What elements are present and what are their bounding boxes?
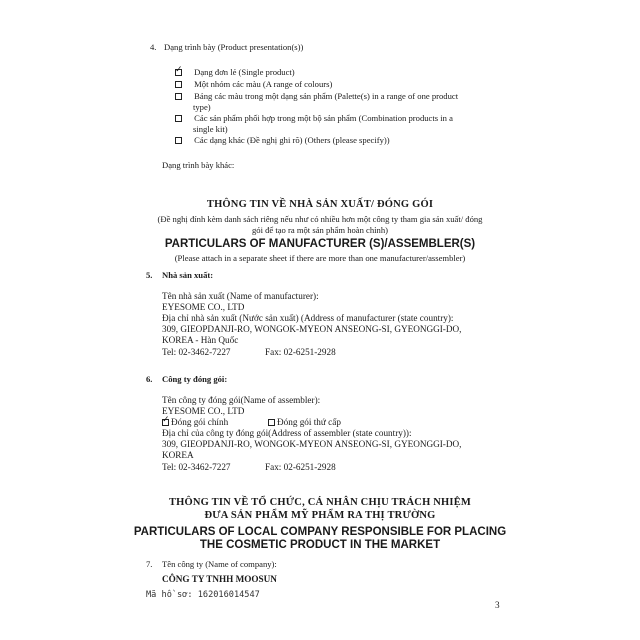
section-7-number: 7. <box>146 559 153 569</box>
assembler-option-main[interactable]: ✓Đóng gói chính <box>162 417 228 428</box>
manufacturer-address-line1: 309, GIEOPDANJI-RO, WONGOK-MYEON ANSEONG-SI, GYEONGGI-DO, <box>162 324 462 334</box>
section-4-title: Dạng trình bày (Product presentation(s)) <box>164 42 304 52</box>
assembler-name-value: EYESOME CO., LTD <box>162 406 245 416</box>
page-number: 3 <box>495 600 500 610</box>
record-code: Mã hồ sơ: 162016014547 <box>146 590 260 600</box>
checkbox-icon[interactable] <box>268 419 275 426</box>
checkbox-icon[interactable] <box>175 115 182 122</box>
local-company-heading-en-2: THE COSMETIC PRODUCT IN THE MARKET <box>199 539 441 551</box>
option-combination-continued: single kit) <box>193 124 228 134</box>
option-palette-continued: type) <box>193 102 211 112</box>
assembler-option-secondary[interactable]: Đóng gói thứ cấp <box>268 417 341 428</box>
option-single-product[interactable]: ✓ Dạng đơn lẻ (Single product) <box>175 67 295 78</box>
local-company-heading-vn-2: ĐƯA SẢN PHẨM MỸ PHẨM RA THỊ TRƯỜNG <box>204 510 436 521</box>
section-4-number: 4. <box>150 42 157 52</box>
checkbox-icon[interactable] <box>175 93 182 100</box>
option-combination-products[interactable]: Các sản phẩm phối hợp trong một bộ sản phẩm (Combination products in a <box>175 113 453 124</box>
manufacturer-address-label: Địa chỉ nhà sản xuất (Nước sản xuất) (Address of manufacturer (state country): <box>162 313 454 323</box>
manufacturer-address-line2: KOREA - Hàn Quốc <box>162 335 239 345</box>
option-palette[interactable]: Bảng các màu trong một dạng sản phẩm (Palette(s) in a range of one product <box>175 91 458 102</box>
company-name-label: Tên công ty (Name of company): <box>162 559 277 569</box>
option-range-of-colours[interactable]: Một nhóm các màu (A range of colours) <box>175 79 332 90</box>
company-name-value: CÔNG TY TNHH MOOSUN <box>162 574 277 584</box>
manufacturer-fax: Fax: 02-6251-2928 <box>265 347 336 357</box>
manufacturer-note-vn-1: (Đề nghị đính kèm danh sách riêng nếu như có nhiều hơn một công ty tham gia sản xuất/ đóng <box>157 214 483 224</box>
manufacturer-tel: Tel: 02-3462-7227 <box>162 347 231 357</box>
checkbox-icon[interactable] <box>162 419 169 426</box>
manufacturer-heading-en: PARTICULARS OF MANUFACTURER (S)/ASSEMBLER(S) <box>164 238 476 250</box>
manufacturer-note-vn-2: gói để tạo ra một sản phẩm hoàn chỉnh) <box>251 225 389 235</box>
local-company-heading-en-1: PARTICULARS OF LOCAL COMPANY RESPONSIBLE FOR PLACING <box>133 526 507 538</box>
checkbox-icon[interactable] <box>175 81 182 88</box>
assembler-address-line2: KOREA <box>162 450 194 460</box>
other-presentation-label: Dạng trình bày khác: <box>162 160 235 170</box>
manufacturer-name-value: EYESOME CO., LTD <box>162 302 245 312</box>
assembler-name-label: Tên công ty đóng gói(Name of assembler): <box>162 395 321 405</box>
section-5-title: Nhà sản xuất: <box>162 270 214 280</box>
local-company-heading-vn-1: THÔNG TIN VỀ TỔ CHỨC, CÁ NHÂN CHỊU TRÁCH NHIỆM <box>168 497 472 508</box>
assembler-tel: Tel: 02-3462-7227 <box>162 462 231 472</box>
checkbox-icon[interactable] <box>175 137 182 144</box>
assembler-address-label: Địa chỉ của công ty đóng gói(Address of assembler (state country)): <box>162 428 412 438</box>
manufacturer-name-label: Tên nhà sản xuất (Name of manufacturer): <box>162 291 319 301</box>
section-6-number: 6. <box>146 374 153 384</box>
option-others[interactable]: Các dạng khác (Đề nghị ghi rõ) (Others (please specify)) <box>175 135 390 146</box>
section-6-title: Công ty đóng gói: <box>162 374 228 384</box>
checkbox-icon[interactable] <box>175 69 182 76</box>
manufacturer-heading-vn: THÔNG TIN VỀ NHÀ SẢN XUẤT/ ĐÓNG GÓI <box>206 199 434 210</box>
manufacturer-note-en: (Please attach in a separate sheet if there are more than one manufacturer/assembler) <box>174 253 466 263</box>
assembler-address-line1: 309, GIEOPDANJI-RO, WONGOK-MYEON ANSEONG-SI, GYEONGGI-DO, <box>162 439 462 449</box>
section-5-number: 5. <box>146 270 153 280</box>
assembler-fax: Fax: 02-6251-2928 <box>265 462 336 472</box>
